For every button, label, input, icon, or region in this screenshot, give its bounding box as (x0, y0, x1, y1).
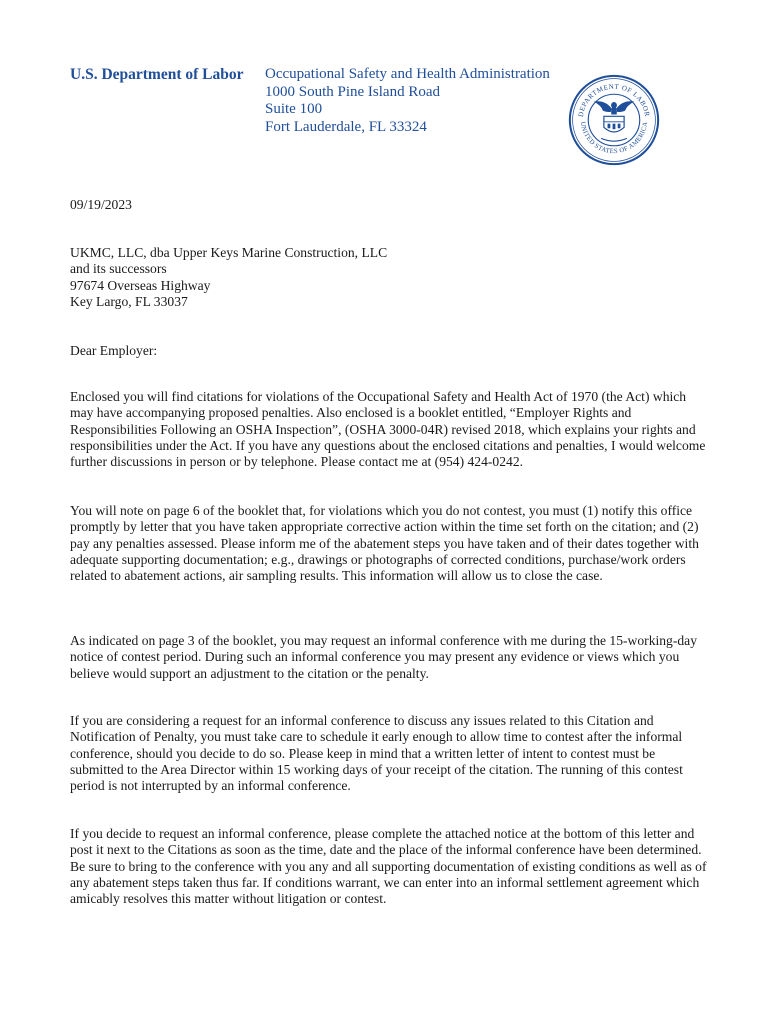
seal-top-text: DEPARTMENT OF LABOR (576, 82, 652, 118)
paragraph-uncontested-violations: You will note on page 6 of the booklet that, for violations which you do not contest, you must (1) notify this office promptly by letter that you have taken appropriate corrective action within the time set forth on the citation; and (2) pay any penalties assessed. Please inform me of the abatement steps you have taken and of their dates together with adequate supporting documentation; e.g., drawings or photographs of corrected conditions, purchase/work orders related to abatement actions, air sampling results. This information will allow us to close the case. (70, 503, 699, 584)
department-name: U.S. Department of Labor (70, 66, 244, 83)
agency-suite: Suite 100 (265, 101, 323, 117)
agency-address (265, 66, 550, 136)
recipient-successors: and its successors (70, 261, 167, 277)
paragraph-enclosed-citations: Enclosed you will find citations for violations of the Occupational Safety and Health Act of 1970 (the Act) which may have accompanying proposed penalties. Also enclosed is a booklet entitled, “Employer Rights and Responsibilities Following an OSHA Inspection”, (OSHA 3000-04R) revised 2018, which explains your rights and responsibilities under the Act. If you have any questions about the enclosed citations and penalties, I would welcome further discussions in person or by telephone. Please contact me at (954) 424-0242. (70, 389, 706, 470)
letterhead (70, 64, 730, 164)
seal-bottom-text: UNITED STATES OF AMERICA (578, 121, 650, 156)
agency-name: Occupational Safety and Health Administration (265, 66, 550, 82)
paragraph-informal-conference: As indicated on page 3 of the booklet, you may request an informal conference with me during the 15-working-day notice of contest period. During such an informal conference you may present any evidence or views which you believe would support an adjustment to the citation or the penalty. (70, 633, 698, 681)
salutation: Dear Employer: (70, 343, 158, 358)
paragraph-contest-deadline: If you are considering a request for an informal conference to discuss any issues related to this Citation and Notification of Penalty, you must take care to schedule it early enough to allow time to contest after the informal conference, should you decide to do so. Please keep in mind that a written letter of intent to contest must be submitted to the Area Director within 15 working days of your receipt of the citation. The running of this contest period is not interrupted by an informal conference. (70, 713, 683, 794)
agency-street: 1000 South Pine Island Road (265, 83, 440, 100)
recipient-street: 97674 Overseas Highway (70, 277, 211, 293)
department-seal-icon (568, 74, 660, 166)
letter-date: 09/19/2023 (70, 197, 132, 212)
paragraph-conference-request: If you decide to request an informal conference, please complete the attached notice at the bottom of this letter and post it next to the Citations as soon as the time, date and the place of the informal conference have been determined. Be sure to bring to the conference with you any and all supporting documentation of existing conditions as well as of any abatement steps taken thus far. If conditions warrant, we can enter into an informal settlement agreement which amicably resolves this matter without litigation or contest. (70, 826, 707, 907)
recipient-name: UKMC, LLC, dba Upper Keys Marine Construction, LLC (70, 245, 388, 260)
agency-city: Fort Lauderdale, FL 33324 (265, 118, 427, 135)
recipient-city: Key Largo, FL 33037 (70, 293, 188, 309)
recipient-address (70, 245, 710, 310)
